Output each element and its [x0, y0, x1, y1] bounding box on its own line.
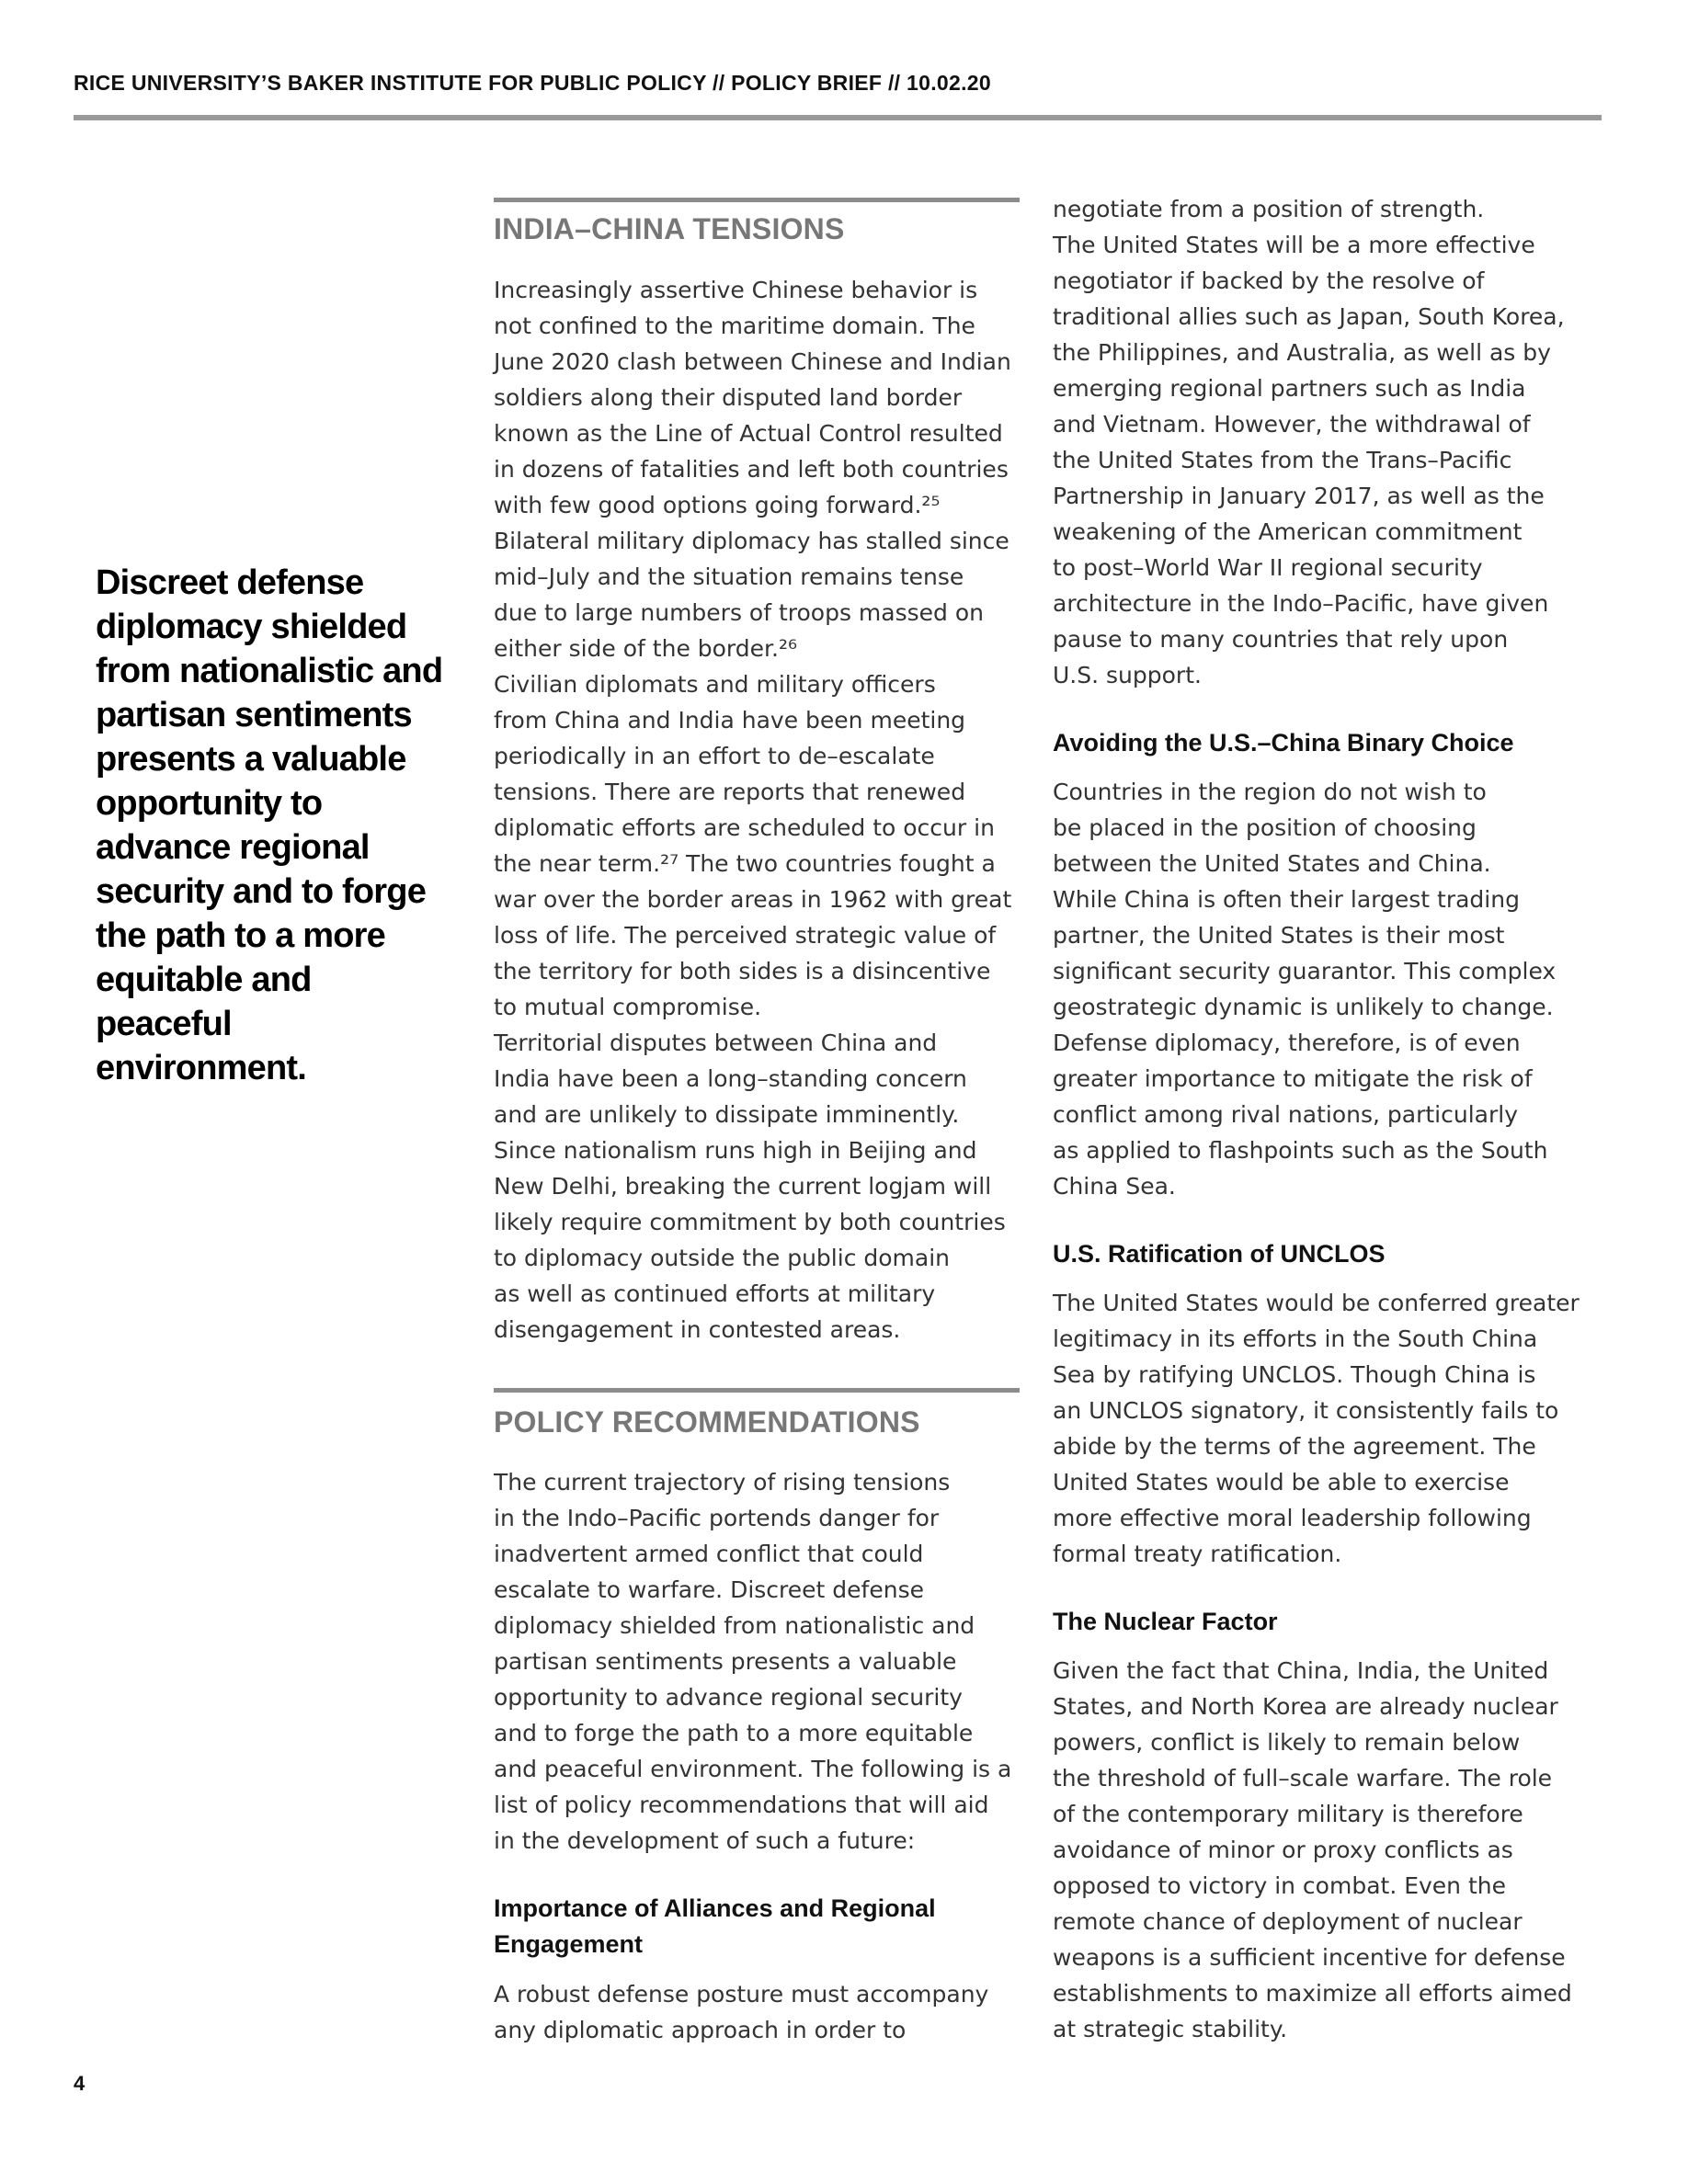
subheading-binary-choice: Avoiding the U.S.–China Binary Choice	[1053, 729, 1514, 756]
paragraph: Increasingly assertive Chinese behavior is not confined to the maritime domain. The June 2020 clash between Chinese and Indian soldiers along their disputed land border known as the Line of Actual Control resulted in dozens of fatalities and left both countries with few good options going forward.²⁵ Bilateral military diplomacy has stalled since mid–July and the situation remains tense due to large numbers of troops massed on either side of the border.²⁶	[494, 277, 1011, 662]
page-number: 4	[74, 2072, 86, 2095]
section-rule-policy	[494, 1388, 1020, 1393]
section-rule-india-china	[494, 198, 1020, 202]
pull-quote: Discreet defense diplomacy shielded from nationalistic and partisan sentiments presents a valuable opportunity to advance regional security and to forge the path to a more equitable and peaceful environment.	[96, 563, 443, 1087]
paragraph: Territorial disputes between China and India have been a long–standing concern and are unlikely to dissipate imminently. Since nationalism runs high in Beijing and New Delhi, breaking the current logjam will likely require commitment by both countries to diplomacy outside the public domain as well as continued efforts at military disengagement in contested areas.	[494, 1029, 1006, 1343]
section-heading-policy-recommendations: POLICY RECOMMENDATIONS	[494, 1405, 920, 1439]
paragraph: Civilian diplomats and military officers from China and India have been meeting periodically in an effort to de–escalate tensions. There are reports that renewed diplomatic efforts are scheduled to occur in the near term.²⁷ The two countries fought a war over the border areas in 1962 with great loss of life. The perceived strategic value of the territory for both sides is a disincentive to mutual compromise.	[494, 671, 1012, 1020]
paragraph: The current trajectory of rising tensions in the Indo–Pacific portends danger for inadvertent armed conflict that could escalate to warfare. Discreet defense diplomacy shielded from nationalistic and partisan sentiments presents a valuable opportunity to advance regional security and to forge the path to a more equitable and peaceful environment. The following is a list of policy recommendations that will aid in the development of such a future:	[494, 1469, 1012, 1854]
paragraph: Countries in the region do not wish to be placed in the position of choosing between the United States and China. While China is often their largest trading partner, the United States is their most significant security guarantor. This complex geostrategic dynamic is unlikely to change. Defense diplomacy, therefore, is of even greater importance to mitigate the risk of conflict among rival nations, particularly as applied to flashpoints such as the South China Sea.	[1053, 779, 1557, 1200]
paragraph: A robust defense posture must accompany any diplomatic approach in order to	[494, 1981, 989, 2043]
paragraph: The United States would be conferred greater legitimacy in its efforts in the South China Sea by ratifying UNCLOS. Though China is an UNCLOS signatory, it consistently fails to abide by the terms of the agreement. The United States would be able to exercise more effective moral leadership following formal treaty ratification.	[1053, 1290, 1580, 1567]
subheading-nuclear-factor: The Nuclear Factor	[1053, 1608, 1278, 1635]
subheading-unclos: U.S. Ratification of UNCLOS	[1053, 1240, 1386, 1268]
subheading-alliances: Importance of Alliances and Regional Engagement	[494, 1894, 936, 1958]
paragraph: Given the fact that China, India, the United States, and North Korea are already nuclear powers, conflict is likely to remain below the threshold of full–scale warfare. The role of the contemporary military is therefore avoidance of minor or proxy conflicts as opposed to victory in combat. Even the remote chance of deployment of nuclear weapons is a sufficient incentive for defense establishments to maximize all efforts aimed at strategic stability.	[1053, 1657, 1572, 2042]
section-heading-india-china: INDIA–CHINA TENSIONS	[494, 212, 845, 245]
running-header: RICE UNIVERSITY’S BAKER INSTITUTE FOR PUBLIC POLICY // POLICY BRIEF // 10.02.20	[74, 71, 991, 95]
header-rule	[74, 115, 1602, 120]
paragraph: negotiate from a position of strength. The United States will be a more effective negotiator if backed by the resolve of traditional allies such as Japan, South Korea, the Philippines, and Australia, as well as by emerging regional partners such as India and Vietnam. However, the withdrawal of the United States from the Trans–Pacific Partnership in January 2017, as well as the weakening of the American commitment to post–World War II regional security architecture in the Indo–Pacific, have given pause to many countries that rely upon U.S. support.	[1053, 196, 1565, 688]
